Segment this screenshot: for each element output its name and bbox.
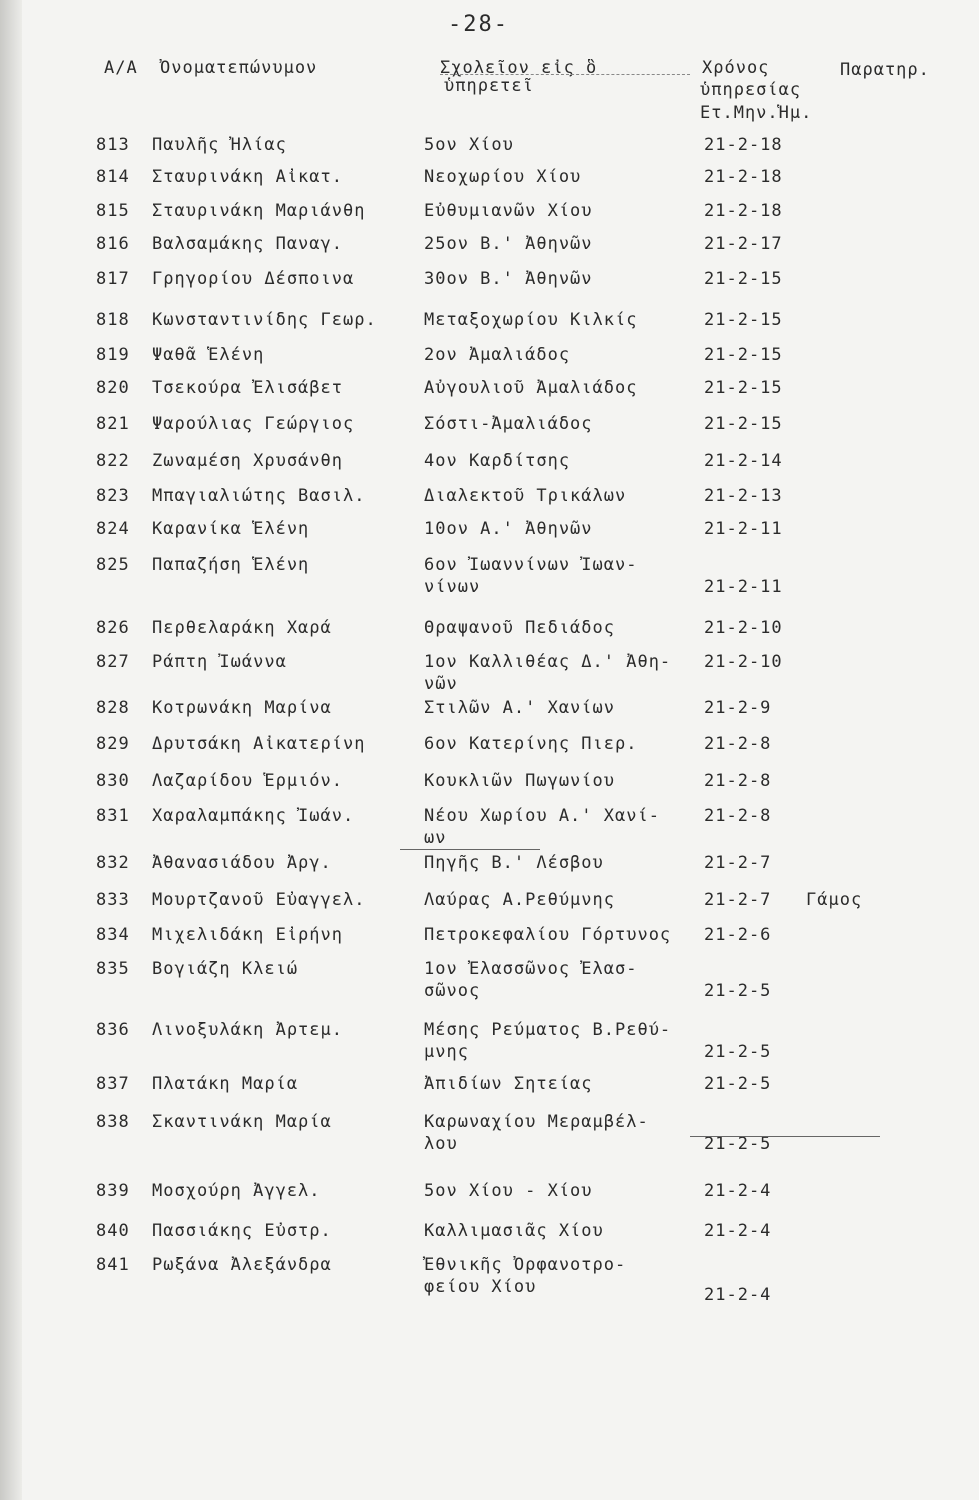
row-number: 839 xyxy=(96,1181,130,1201)
row-school: Ἐθνικῆς Ὀρφανοτρο- xyxy=(424,1255,627,1275)
row-school: Πηγῆς Β.' Λέσβου xyxy=(424,853,604,873)
row-number: 815 xyxy=(96,201,130,221)
header-time: Χρόνος xyxy=(702,58,770,78)
row-school: 6ον Ἰωαννίνων Ἰωαν- xyxy=(424,555,638,575)
header-num: Α/Α xyxy=(104,58,138,78)
row-service-time: 21-2-5 xyxy=(704,1074,772,1094)
row-service-time: 21-2-8 xyxy=(704,806,772,826)
row-service-time: 21-2-15 xyxy=(704,414,783,434)
row-name: Βογιάζη Κλειώ xyxy=(152,959,299,979)
row-number: 836 xyxy=(96,1020,130,1040)
row-service-time: 21-2-7 xyxy=(704,853,772,873)
row-school: Διαλεκτοῦ Τρικάλων xyxy=(424,486,627,506)
row-rule xyxy=(400,849,540,850)
header-school: Σχολεῖον εἰς ὃ xyxy=(440,58,598,78)
row-number: 823 xyxy=(96,486,130,506)
row-name: Πλατάκη Μαρία xyxy=(152,1074,299,1094)
header-name: Ὀνοματεπώνυμον xyxy=(160,58,318,78)
row-number: 826 xyxy=(96,618,130,638)
row-service-time: 21-2-18 xyxy=(704,201,783,221)
row-school: 4ον Καρδίτσης xyxy=(424,451,571,471)
row-service-time: 21-2-10 xyxy=(704,652,783,672)
row-number: 832 xyxy=(96,853,130,873)
row-name: Μοσχούρη Ἀγγελ. xyxy=(152,1181,321,1201)
row-number: 819 xyxy=(96,345,130,365)
row-name: Κωνσταντινίδης Γεωρ. xyxy=(152,310,377,330)
row-number: 837 xyxy=(96,1074,130,1094)
row-school: Νέου Χωρίου Α.' Χανί- xyxy=(424,806,660,826)
row-school: Στιλῶν Α.' Χανίων xyxy=(424,698,615,718)
row-school: 10ον Α.' Ἀθηνῶν xyxy=(424,519,593,539)
row-number: 818 xyxy=(96,310,130,330)
row-service-time: 21-2-4 xyxy=(704,1285,772,1305)
row-number: 813 xyxy=(96,135,130,155)
row-service-time: 21-2-4 xyxy=(704,1221,772,1241)
row-service-time: 21-2-10 xyxy=(704,618,783,638)
row-name: Σκαντινάκη Μαρία xyxy=(152,1112,332,1132)
row-name: Μουρτζανοῦ Εὐαγγελ. xyxy=(152,890,366,910)
row-service-time: 21-2-4 xyxy=(704,1181,772,1201)
row-name: Ζωναμέση Χρυσάνθη xyxy=(152,451,343,471)
row-name: Λαζαρίδου Ἑρμιόν. xyxy=(152,771,343,791)
row-name: Παυλῆς Ἠλίας xyxy=(152,135,287,155)
row-school: 30ον Β.' Ἀθηνῶν xyxy=(424,269,593,289)
row-service-time: 21-2-11 xyxy=(704,519,783,539)
row-service-time: 21-2-17 xyxy=(704,234,783,254)
row-service-time: 21-2-6 xyxy=(704,925,772,945)
row-school: 25ον Β.' Ἀθηνῶν xyxy=(424,234,593,254)
row-school: Καλλιμασιᾶς Χίου xyxy=(424,1221,604,1241)
row-name: Μπαγιαλιώτης Βασιλ. xyxy=(152,486,366,506)
page-number: -28- xyxy=(448,12,509,37)
row-service-time: 21-2-5 xyxy=(704,1134,772,1154)
row-number: 840 xyxy=(96,1221,130,1241)
row-name: Ἀθανασιάδου Ἀργ. xyxy=(152,853,332,873)
row-service-time: 21-2-15 xyxy=(704,345,783,365)
row-number: 841 xyxy=(96,1255,130,1275)
row-school: 1ον Καλλιθέας Δ.' Ἀθη- xyxy=(424,652,672,672)
row-number: 822 xyxy=(96,451,130,471)
row-note: Γάμος xyxy=(806,890,863,910)
row-name: Ρωξάνα Ἀλεξάνδρα xyxy=(152,1255,332,1275)
row-service-time: 21-2-18 xyxy=(704,135,783,155)
row-school: Ἀπιδίων Σητείας xyxy=(424,1074,593,1094)
row-name: Δρυτσάκη Αἰκατερίνη xyxy=(152,734,366,754)
row-school: 5ον Χίου xyxy=(424,135,514,155)
row-name: Ράπτη Ἰωάννα xyxy=(152,652,287,672)
row-school: Κουκλιῶν Πωγωνίου xyxy=(424,771,615,791)
row-number: 838 xyxy=(96,1112,130,1132)
row-school: Νεοχωρίου Χίου xyxy=(424,167,582,187)
row-school-continued: μνης xyxy=(424,1042,469,1062)
row-school: 1ον Ἐλασσῶνος Ἐλασ- xyxy=(424,959,638,979)
row-name: Παπαζήση Ἑλένη xyxy=(152,555,310,575)
row-name: Χαραλαμπάκης Ἰωάν. xyxy=(152,806,355,826)
row-school: 5ον Χίου - Χίου xyxy=(424,1181,593,1201)
row-number: 825 xyxy=(96,555,130,575)
header-divider xyxy=(440,74,690,75)
row-service-time: 21-2-18 xyxy=(704,167,783,187)
row-school: Λαύρας Α.Ρεθύμνης xyxy=(424,890,615,910)
row-school: Αὐγουλιοῦ Ἀμαλιάδος xyxy=(424,378,638,398)
row-service-time: 21-2-9 xyxy=(704,698,772,718)
row-school: Καρωναχίου Μεραμβέλ- xyxy=(424,1112,649,1132)
row-school: Σόστι-Ἀμαλιάδος xyxy=(424,414,593,434)
row-school-continued: νῶν xyxy=(424,674,458,694)
row-school: Θραψανοῦ Πεδιάδος xyxy=(424,618,615,638)
row-school-continued: ων xyxy=(424,828,447,848)
header-time-sub: ὑπηρεσίας xyxy=(700,80,802,100)
row-number: 834 xyxy=(96,925,130,945)
row-name: Σταυρινάκη Αἰκατ. xyxy=(152,167,343,187)
row-number: 814 xyxy=(96,167,130,187)
row-number: 830 xyxy=(96,771,130,791)
row-name: Γρηγορίου Δέσποινα xyxy=(152,269,355,289)
row-service-time: 21-2-15 xyxy=(704,310,783,330)
row-number: 833 xyxy=(96,890,130,910)
row-name: Ψαρούλιας Γεώργιος xyxy=(152,414,355,434)
row-service-time: 21-2-14 xyxy=(704,451,783,471)
row-service-time: 21-2-8 xyxy=(704,734,772,754)
row-service-time: 21-2-5 xyxy=(704,981,772,1001)
row-rule xyxy=(690,1136,880,1137)
row-service-time: 21-2-7 xyxy=(704,890,772,910)
row-number: 817 xyxy=(96,269,130,289)
row-name: Λινοξυλάκη Ἀρτεμ. xyxy=(152,1020,343,1040)
row-number: 820 xyxy=(96,378,130,398)
row-school-continued: σῶνος xyxy=(424,981,481,1001)
row-name: Ψαθᾶ Ἑλένη xyxy=(152,345,265,365)
row-number: 821 xyxy=(96,414,130,434)
row-name: Σταυρινάκη Μαριάνθη xyxy=(152,201,366,221)
row-name: Βαλσαμάκης Παναγ. xyxy=(152,234,343,254)
row-school: Μέσης Ρεύματος Β.Ρεθύ- xyxy=(424,1020,672,1040)
row-service-time: 21-2-5 xyxy=(704,1042,772,1062)
row-service-time: 21-2-8 xyxy=(704,771,772,791)
row-number: 824 xyxy=(96,519,130,539)
row-number: 829 xyxy=(96,734,130,754)
row-school: Εὐθυμιανῶν Χίου xyxy=(424,201,593,221)
row-number: 828 xyxy=(96,698,130,718)
header-school-sub: ὑπηρετεῖ xyxy=(444,76,534,96)
header-notes: Παρατηρ. xyxy=(840,60,930,80)
header-time-units: Ετ.Μην.Ἡμ. xyxy=(700,103,813,123)
row-school-continued: φείου Χίου xyxy=(424,1277,537,1297)
row-service-time: 21-2-15 xyxy=(704,269,783,289)
row-name: Μιχελιδάκη Εἰρήνη xyxy=(152,925,343,945)
row-school: Μεταξοχωρίου Κιλκίς xyxy=(424,310,638,330)
row-number: 827 xyxy=(96,652,130,672)
row-name: Περθελαράκη Χαρά xyxy=(152,618,332,638)
row-number: 816 xyxy=(96,234,130,254)
row-name: Καρανίκα Ἑλένη xyxy=(152,519,310,539)
row-school-continued: νίνων xyxy=(424,577,481,597)
row-school: 2ον Ἀμαλιάδος xyxy=(424,345,571,365)
row-name: Κοτρωνάκη Μαρίνα xyxy=(152,698,332,718)
row-name: Πασσιάκης Εὐστρ. xyxy=(152,1221,332,1241)
row-number: 835 xyxy=(96,959,130,979)
row-service-time: 21-2-13 xyxy=(704,486,783,506)
row-number: 831 xyxy=(96,806,130,826)
row-service-time: 21-2-15 xyxy=(704,378,783,398)
page-edge-shadow xyxy=(0,0,22,1500)
row-name: Τσεκούρα Ἐλισάβετ xyxy=(152,378,343,398)
row-service-time: 21-2-11 xyxy=(704,577,783,597)
row-school: 6ον Κατερίνης Πιερ. xyxy=(424,734,638,754)
row-school-continued: λου xyxy=(424,1134,458,1154)
row-school: Πετροκεφαλίου Γόρτυνος xyxy=(424,925,672,945)
